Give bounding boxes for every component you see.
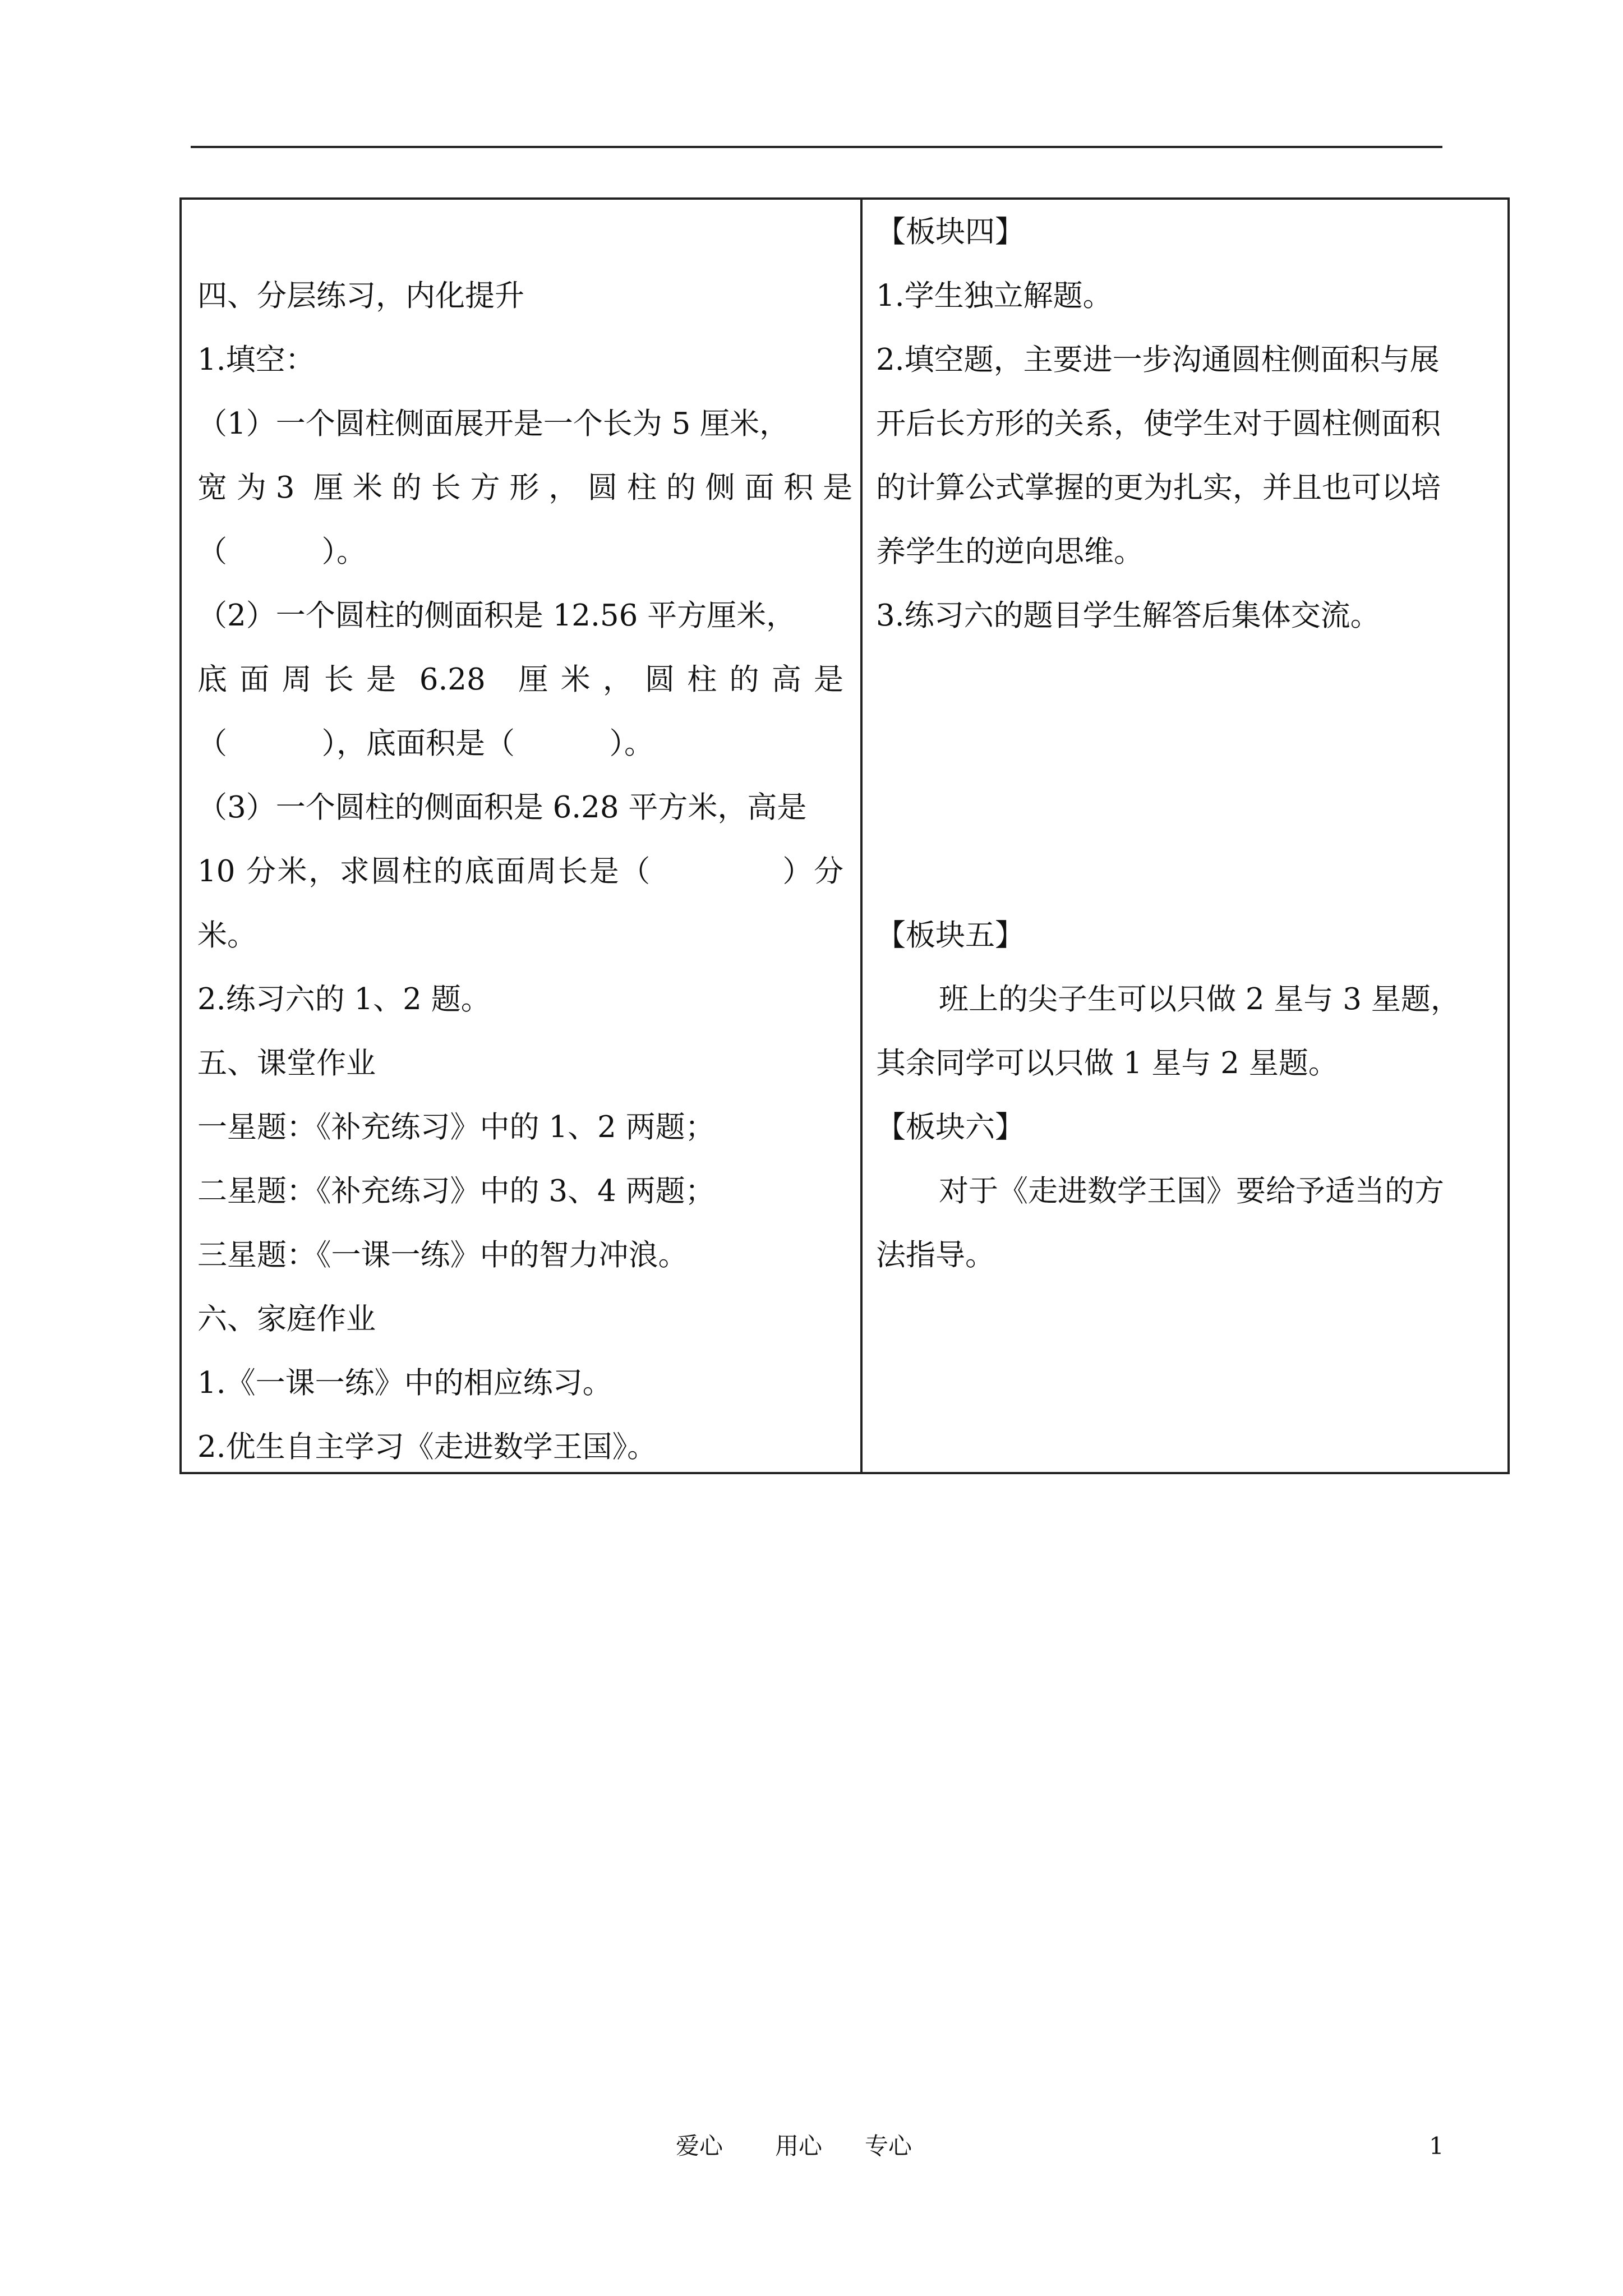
block6-line1: 对于《走进数学王国》要给予适当的方 [939, 1174, 1444, 1208]
exercise-2: 2.练习六的 1、2 题。 [197, 982, 491, 1016]
footer-word-2: 用心 [775, 2132, 823, 2160]
star2-task: 二星题：《补充练习》中的 3、4 两题； [197, 1174, 715, 1208]
q1-line1: （1）一个圆柱侧面展开是一个长为 5 厘米， [197, 407, 790, 441]
page-number: 1 [1429, 2132, 1444, 2160]
q3-line2: 10 分米，求圆柱的底面周长是（ ）分 [197, 854, 843, 889]
footer-word-1: 爱心 [676, 2132, 723, 2160]
q1-line3: （ ）。 [197, 535, 366, 569]
section5-title: 五、课堂作业 [197, 1046, 376, 1080]
block4-item3: 3.练习六的题目学生解答后集体交流。 [876, 599, 1380, 633]
q1-line2: 宽 为 3 厘 米 的 长 方 形 ， 圆 柱 的 侧 面 积 是 [197, 471, 853, 505]
fill-title: 1.填空： [197, 343, 315, 377]
section4-title: 四、分层练习，内化提升 [197, 279, 524, 313]
block5-title: 【板块五】 [876, 918, 1025, 953]
homework-1: 1.《一课一练》中的相应练习。 [197, 1366, 612, 1400]
block5-line2: 其余同学可以只做 1 星与 2 星题。 [876, 1046, 1338, 1080]
star3-task: 三星题：《一课一练》中的智力冲浪。 [197, 1238, 688, 1272]
q2-line1: （2）一个圆柱的侧面积是 12.56 平方厘米， [197, 599, 796, 633]
block4-item1: 1.学生独立解题。 [876, 279, 1113, 313]
homework-2: 2.优生自主学习《走进数学王国》。 [197, 1430, 657, 1464]
q3-line3: 米。 [197, 918, 257, 953]
section6-title: 六、家庭作业 [197, 1302, 376, 1336]
block4-item2-line2: 开后长方形的关系，使学生对于圆柱侧面积 [876, 407, 1441, 441]
q3-line1: （3）一个圆柱的侧面积是 6.28 平方米，高是 [197, 790, 807, 825]
block4-item2-line4: 养学生的逆向思维。 [876, 535, 1144, 569]
block6-title: 【板块六】 [876, 1110, 1025, 1144]
block5-line1: 班上的尖子生可以只做 2 星与 3 星题， [939, 982, 1460, 1016]
block6-line2: 法指导。 [876, 1238, 995, 1272]
q2-line3: （ ），底面积是（ ）。 [197, 726, 654, 761]
block4-item2-line3: 的计算公式掌握的更为扎实，并且也可以培 [876, 471, 1441, 505]
column-divider [860, 200, 863, 1472]
q2-line2: 底 面 周 长 是 6.28 厘 米 ， 圆 柱 的 高 是 [197, 662, 843, 697]
lesson-table [179, 197, 1510, 1474]
star1-task: 一星题：《补充练习》中的 1、2 两题； [197, 1110, 715, 1144]
header-rule [191, 146, 1442, 148]
block4-title: 【板块四】 [876, 215, 1025, 249]
block4-item2-line1: 2.填空题，主要进一步沟通圆柱侧面积与展 [876, 343, 1440, 377]
footer-word-3: 专心 [865, 2132, 912, 2160]
